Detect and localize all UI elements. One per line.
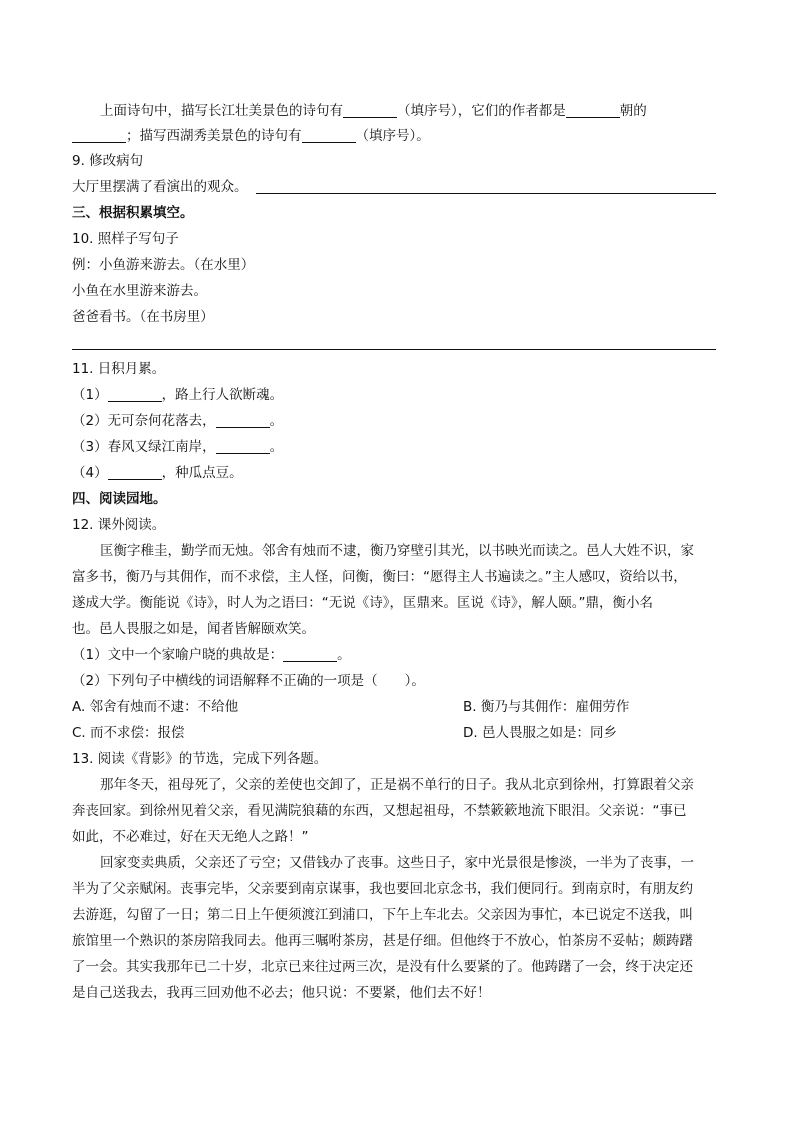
answer-blank[interactable] [216, 439, 270, 454]
option-c[interactable]: C. 而不求偿：报偿 [72, 725, 185, 741]
q13-para2-line: 旅馆里一个熟识的茶房陪我同去。他再三嘱咐茶房，甚是仔细。但他终于不放心，怕茶房不妥帖；颇踌躇 [72, 933, 693, 949]
sub1-text: （1）文中一个家喻户晓的典故是： [72, 647, 284, 663]
intro-text-4: ；描写西湖秀美景色的诗句有 [126, 128, 302, 144]
item-number: （4） [72, 465, 108, 481]
q13-title: 13. 阅读《背影》的节选，完成下列各题。 [72, 751, 328, 767]
answer-blank[interactable] [302, 128, 356, 143]
item-text: 。 [269, 439, 284, 455]
q10-title: 10. 照样子写句子 [72, 231, 179, 247]
q9-title: 9. 修改病句 [72, 153, 144, 169]
intro-text-5: （填序号）。 [355, 128, 430, 144]
q11-title: 11. 日积月累。 [72, 361, 166, 377]
item-number: （3） [72, 439, 108, 455]
q11-item-1 [72, 386, 283, 404]
option-d[interactable]: D. 邑人畏服之如是：同乡 [463, 725, 617, 741]
q11-item-4 [72, 464, 243, 482]
intro-text-1: 上面诗句中，描写长江壮美景色的诗句有 [100, 103, 343, 119]
item-text: 。 [269, 413, 284, 429]
q9-answer-line[interactable] [256, 193, 716, 194]
section-3-heading: 三、根据积累填空。 [72, 205, 194, 221]
sub1-end: 。 [337, 647, 351, 663]
q12-title: 12. 课外阅读。 [72, 517, 166, 533]
q12-sub2: （2）下列句子中横线的词语解释不正确的一项是（ ）。 [72, 673, 425, 689]
q13-para1-line: 那年冬天，祖母死了，父亲的差使也交卸了，正是祸不单行的日子。我从北京到徐州，打算跟着父亲 [100, 777, 694, 793]
intro-text-3: 朝的 [619, 103, 647, 119]
intro-text-2: （填序号），它们的作者都是 [397, 103, 566, 119]
option-a[interactable]: A. 邻舍有烛而不逮：不给他 [72, 699, 239, 715]
q12-passage-line: 富多书，衡乃与其佣作，而不求偿，主人怪，问衡，衡曰：“愿得主人书遍读之。”主人感叹，资给以书， [72, 569, 687, 585]
q13-para1-line: 奔丧回家。到徐州见着父亲，看见满院狼藉的东西，又想起祖母，不禁簌簌地流下眼泪。父亲说：“事已 [72, 803, 687, 819]
answer-blank[interactable] [343, 103, 397, 118]
q12-passage-line: 匡衡字稚圭，勤学而无烛。邻舍有烛而不逮，衡乃穿壁引其光，以书映光而读之。邑人大姓不识，家 [100, 543, 694, 559]
answer-blank[interactable] [108, 387, 162, 402]
q13-para2-line: 半为了父亲赋闲。丧事完毕，父亲要到南京谋事，我也要回北京念书，我们便同行。到南京时，有朋友约 [72, 881, 693, 897]
q13-para2-line: 是自己送我去，我再三回劝他不必去；他只说：不要紧，他们去不好！ [72, 985, 491, 1001]
answer-blank[interactable] [283, 647, 337, 662]
answer-blank[interactable] [216, 413, 270, 428]
q12-passage-line: 遂成大学。衡能说《诗》，时人为之语曰：“无说《诗》，匡鼎来。匡说《诗》，解人颐。”鼎，衡小名 [72, 595, 653, 611]
q10-example: 例：小鱼游来游去。（在水里） [72, 257, 255, 273]
q10-prompt: 爸爸看书。（在书房里） [72, 309, 214, 325]
q11-item-3 [72, 438, 283, 456]
item-text: ，路上行人欲断魂。 [161, 387, 284, 403]
q10-answer-line[interactable] [72, 349, 716, 350]
item-number: （1） [72, 387, 108, 403]
item-text: 春风又绿江南岸， [107, 439, 216, 455]
intro-line-2 [72, 127, 430, 145]
q12-passage-line: 也。邑人畏服之如是，闻者皆解颐欢笑。 [72, 621, 315, 637]
q10-example-answer: 小鱼在水里游来游去。 [72, 283, 207, 299]
q12-sub1 [72, 646, 351, 664]
answer-blank[interactable] [566, 103, 620, 118]
item-text: ，种瓜点豆。 [161, 465, 243, 481]
q9-sentence: 大厅里摆满了看演出的观众。 [72, 179, 248, 195]
intro-line-1 [100, 102, 647, 120]
item-text: 无可奈何花落去， [107, 413, 216, 429]
q11-item-2 [72, 412, 283, 430]
q13-para2-line: 去游逛，勾留了一日；第二日上午便须渡江到浦口，下午上车北去。父亲因为事忙，本已说定不送我，叫 [72, 907, 693, 923]
q13-para2-line: 了一会。其实我那年已二十岁，北京已来往过两三次，是没有什么要紧的了。他踌躇了一会，终于决定还 [72, 959, 693, 975]
section-4-heading: 四、阅读园地。 [72, 491, 167, 507]
item-number: （2） [72, 413, 108, 429]
q13-para2-line: 回家变卖典质，父亲还了亏空；又借钱办了丧事。这些日子，家中光景很是惨淡，一半为了丧事，一 [100, 855, 694, 871]
q13-para1-line: 如此，不必难过，好在天无绝人之路！” [72, 829, 309, 845]
answer-blank[interactable] [108, 465, 162, 480]
answer-blank[interactable] [72, 128, 126, 143]
option-b[interactable]: B. 衡乃与其佣作：雇佣劳作 [463, 699, 630, 715]
